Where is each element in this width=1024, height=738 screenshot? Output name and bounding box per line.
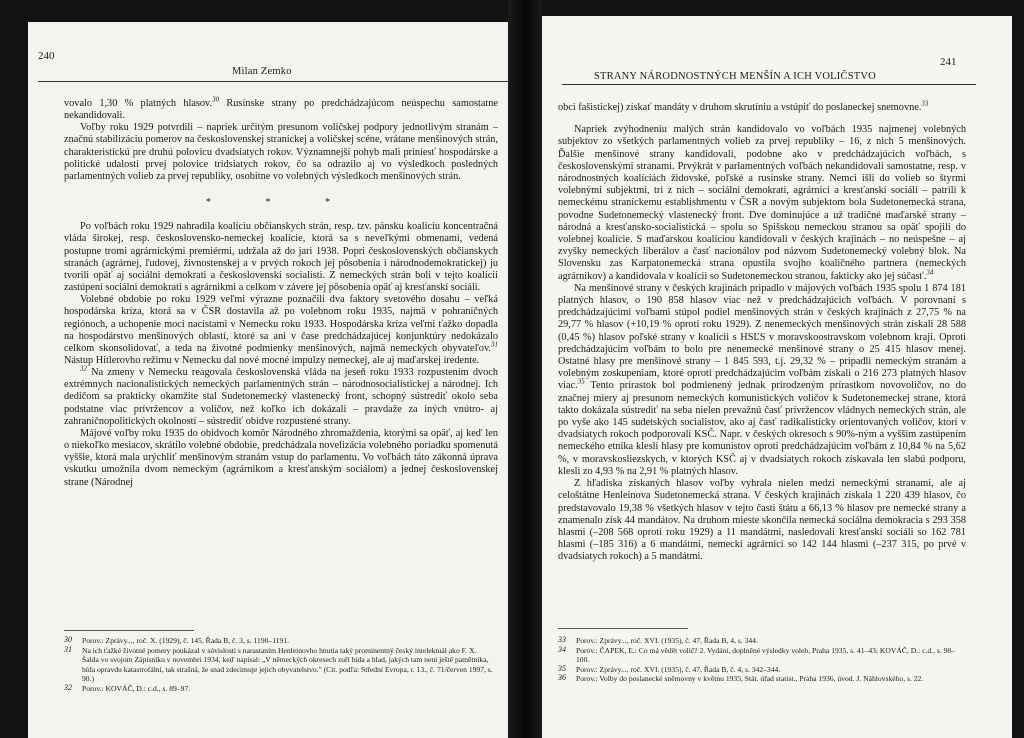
left-paragraph-4: Volebné obdobie po roku 1929 veľmi výrazne poznačili dva faktory svetového dosahu – veľká hospodárska kríza, ktorá sa v ČSR dostavila až po volebnom roku 1935, najmä v pohraničných regiónoch, a uchopenie moci nacistami v Nemecku roku 1933. Hospodárska kríza veľmi ťažko dopadla na hospodárstvo menšinových oblastí, ktoré sa ani v čase predchádzajúcej konjunktúry nedokázalo celkom skonsolidovať, a teda na životné podmienky menšinových, najmä nemeckých obyvateľov.$^{31}$ Nástup Hitlerovho režimu v Nemecku dal nové mocné impulzy nemeckej, ale aj maďarskej iredente. — [64, 294, 498, 366]
book-gutter — [508, 0, 542, 738]
left-paragraph-1: vovalo 1,30 % platných hlasov.$^{30}$ Rusínske strany po predchádzajúcom neúspechu samostatne nekandidovali. — [64, 95, 498, 122]
footnote: 32 Porov.: KOVÁČ, D.: c.d., s. 89–97. — [64, 682, 191, 693]
left-footnotes — [64, 636, 494, 694]
right-paragraph-4: Z hľadiska získaných hlasov voľby vyhrala nielen medzi nemeckými stranami, ale aj celoštátne Henleinova Sudetonemecká strana. V českých krajinách získala 1 220 439 hlasov, čo predstavovalo 19,38 % všetkých hlasov v tejto časti štátu a 66,13 % hlasov pre nemecké strany a znamenalo zisk 44 mandátov. Na druhom mieste skončila nemecká sociálna demokracia s 293 358 hlasmi (–208 568 oproti roku 1929) a 11 mandátmi, nasledovali kresťanskí sociáli so 162 781 hlasmi (–185 316) a 6 mandátmi, nemeckí agrárnici so 142 144 hlasmi (–237 315, po prvé v dvadsiatych rokoch) a 5 mandátmi. — [558, 478, 966, 563]
footnote: 33 Porov.: Zprávy..., roč. XVI. (1935), č. 47, Řada B, 4, s. 344. — [558, 635, 758, 645]
footnote: 30 Porov.: Zprávy..., roč. X. (1929), č. 145, Řada B, č. 3, s. 1190–1191. — [64, 635, 290, 645]
left-body — [64, 95, 498, 489]
left-paragraph-5: $^{32}$ Na zmeny v Nemecku reagovala československá vláda na jeseň roku 1933 rozpustením dvoch extrémnych nacionalistických nemeckých parlamentných strán – národnosocialistickej a národnej. Ich dedičom sa prakticky okamžite stal Sudetonemecký vlastenecký front, schopný sústrediť okolo seba podstatne viac prívržencov a voličov, než koľko ich dokázali – pravdaže za iných vnútro- aj zahraničnopolitických okolností – sústrediť obidve rozpustené strany. — [64, 364, 498, 427]
right-page — [542, 16, 1012, 738]
left-paragraph-6: Májové voľby roku 1935 do obidvoch komôr Národného zhromaždenia, ktorými sa opäť, aj keď len o niekoľko mesiacov, skrátilo volebné obdobie, predchádzala novelizácia volebného poriadku spomenutá vyššie, ktorá mala urýchliť menšinovým stranám vstup do parlamentu. Vo voľbách táto zákonná úprava vskutku umožnila dvom nemeckým (agrárnikom a kresťanským sociálom) a jednej československej strane (Národnej — [64, 427, 498, 488]
left-paragraph-3: Po voľbách roku 1929 nahradila koalíciu občianskych strán, resp. tzv. pánsku koalíciu koncentračná vláda širokej, resp. československo-nemeckej koalície, ktorá sa s neveľkými obmenami, vedená postupne tromi agrárnickými premiérmi, udržala až do jari 1938. Popri československých občianskych stranách (agrárnej, ľudovej, živnostenskej a v prvých rokoch jej pôsobenia i národnodemokratickej) ju tvorili opäť aj sociálni demokrati a československí socialisti. Z nemeckých strán boli v tejto koalícii zastúpení sociálni demokrati s agrárnikmi a celkom v závere jej pôsobenia opäť aj kresťanskí sociáli. — [64, 221, 498, 294]
footnote: 35 Porov.: Zprávy..., roč. XVI. (1935), č. 47, Řada B, č. 4, s. 342–344. — [558, 663, 781, 674]
section-break-stars: * * * — [206, 197, 356, 209]
left-running-header: Milan Zemko — [232, 66, 292, 77]
left-page-number: 240 — [38, 50, 55, 62]
left-paragraph-2: Voľby roku 1929 potvrdili – napriek určitým presunom voličskej podpory jednotlivým stranám – značnú stabilizáciu pomerov na československej straníckej a voličskej scéne, vrátane menšinových strán, charakteristickú pre druhú polovicu dvadsiatych rokov. Významnejší pohyb mali priniesť hospodárske a politické udalosti prvej polovice tridsiatych rokov, čo sa odrazilo aj vo výsledkoch posledných parlamentných volieb za prvej republiky, osobitne vo volebných výsledkoch menšinových strán. — [64, 122, 498, 182]
left-footnote-rule — [64, 630, 194, 631]
left-header-rule — [38, 81, 508, 82]
right-paragraph-2: Napriek zvýhodneniu malých strán kandidovalo vo voľbách 1935 najmenej volebných subjektov zo všetkých parlamentných volieb za prvej republiky – 16, z nich 5 menšinových. Ďalšie menšinové strany kandidovali, podobne ako v predchádzajúcich voľbách, s československými stranami. Prvýkrát v parlamentných voľbách nekandidovali samostatne, resp. v národnostných koalíciách židovské, poľské a rusínske strany. Nemci išli do volieb so štyrmi volebnými subjektmi, tri z nich – sociálni demokrati, agrárnici a kresťanskí sociáli – patrili k nemeckému straníckemu establishmentu v ČSR a novým subjektom bola Sudetonemecká strana, povodne Sudetonemecký vlastenecký front. Dve dominujúce a už tradičné maďarské strany – národná a kresťansko-socialistická – spolu so Spišskou nemeckou stranou sa opäť spojili do volebnej koalície. S maďarskou koalíciou kandidovali v českých krajinách – no neúspešne – aj zvyšky nemeckých liberálov a časť nacionálov pod názvom Sudetonemecký volebný blok. Na Slovensku zas Karpatonemecká strana opustila svojho koaličného partnera (nemeckých agrárnikov) a kandidovala v koalícii so Sudetonemeckou stranou, fakticky ako jej súčasť.$^{34}$ — [558, 124, 966, 282]
right-body — [558, 99, 966, 564]
right-footnotes — [558, 636, 968, 684]
footnote: 31 Na ich ťažké životné pomery poukázal v súvislosti s narastaním Henleinovho hnutia taký prominentný český intelektuál ako F. X. Šalda vo svojom Zápisníku v novembri 1934, keď napísal: „V německých okresech zuří bída a hlad, jakých tam není ještě pamětníka, bída opravdu katastrofální, tak strašná, že snad zdecimuje jejich obyvatelstvo." (Cit. podľa: Střední Evropa, r. 13., č. 71/červen 1997, s. 90.) — [64, 644, 493, 684]
right-paragraph-1: obci fašistickej) získať mandáty v druhom skrutíniu a vstúpiť do poslaneckej snemovne.$^{33}$ — [558, 99, 929, 113]
footnote: 36 Porov.: Volby do poslanecké sněmovny v květnu 1935, Stát. úřad statist., Praha 1936, úvod. J. Náhlovského, s. 22. — [558, 673, 924, 684]
right-header-rule — [562, 84, 976, 85]
right-page-number: 241 — [940, 56, 957, 68]
right-footnote-rule — [558, 628, 688, 629]
right-running-header: STRANY NÁRODNOSTNÝCH MENŠÍN A ICH VOLIČSTVO — [594, 71, 876, 82]
footnote: 34 Porov.: ČAPEK, E.: Co má vědět volič? 2. Vydání, doplněné výsledky voleb, Praha 1935, s. 41–43; KOVÁČ, D.: c.d., s. 98–100. — [558, 644, 956, 665]
left-page — [28, 22, 508, 738]
right-paragraph-3: Na menšinové strany v českých krajinách pripadlo v májových voľbách 1935 spolu 1 874 181 platných hlasov, o 190 858 hlasov viac než v predchádzajúcich voľbách. V porovnaní s predchádzajúcimi voľbami stúpol podiel menšinových strán v českých krajinách z 27,75 % na 29,77 % hlasov (+10,19 % oproti roku 1929). Z nenemeckých menšinových strán získali 28 588 (0,45 %) hlasov poľské strany v koalícii s HSĽS v moravskoostravskom volebnom kraji. Oproti predchádzajúcim voľbám to bolo pre nenemecké menšinové strany o 25 415 hlasov menej. Ostatné hlasy pre menšinové strany – 1 845 593, t.j. 29,32 % – pripadli nemeckým stranám a volebným zoskupeniam, ktoré oproti predchádzajúcim voľbám získali o 216 273 platných hlasov viac.$^{35}$ Tento prírastok bol podmienený jednak prirodzeným prírastkom novovoličov, no do značnej miery aj presunom nemeckých komunistických voličov k Sudetonemeckej strane, ktorá takto dokázala sústrediť na seba nielen prevažnú časť prívržencov vládnych nemeckých strán, ale po vyše ako 145 sudetských socialistov, ako aj časť radikalisticky orientovaných voličov, ktorí v dvadsiatych rokoch podporovali KSČ. Napr. v českých okresoch s 90%-ným a vyšším zastúpením nemeckého etnika klesli hlasy pre komunistov oproti predchádzajúcim voľbám z 10,84 % na 5,62 %, v moravskosliezskych, v ktorých KSČ aj v dvadsiatych rokoch získavala len slabú podporu, klesli zo 4,93 % na 2,91 % platných hlasov. — [558, 282, 966, 477]
